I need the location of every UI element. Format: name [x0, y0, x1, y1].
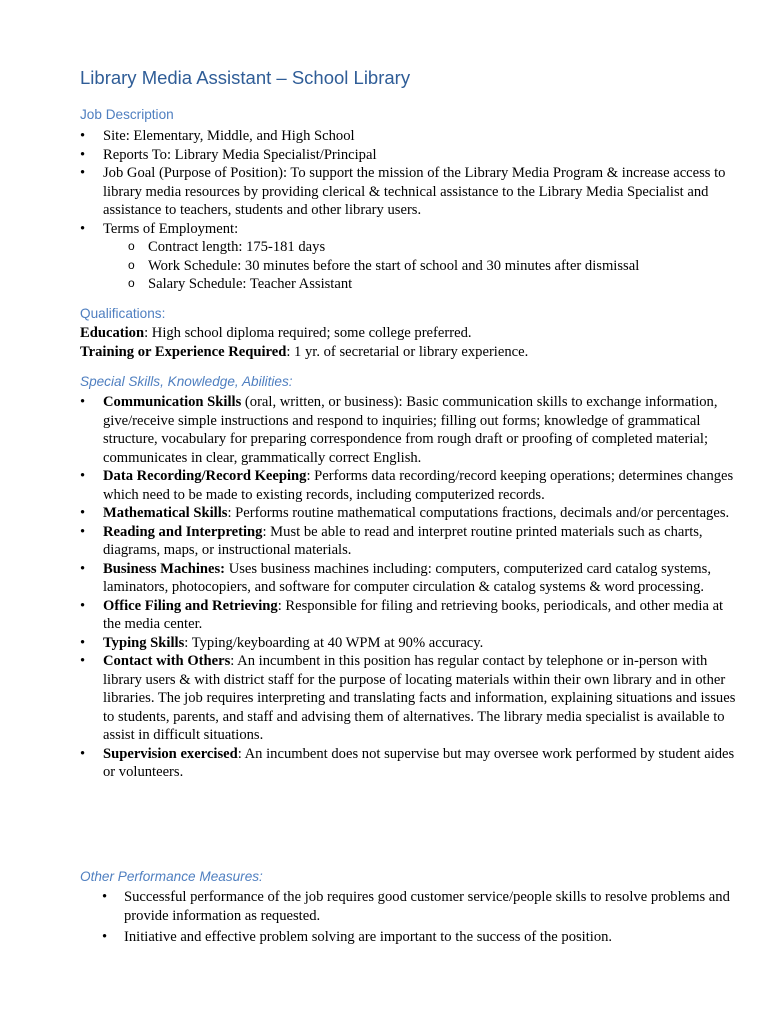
- education-label: Education: [80, 325, 145, 341]
- job-terms-label: Terms of Employment:: [103, 220, 239, 237]
- training-text: : 1 yr. of secretarial or library experience.: [286, 343, 529, 360]
- job-description-heading: Job Description: [80, 107, 174, 122]
- skill-item: [80, 652, 740, 745]
- skill-label: Typing Skills: [103, 634, 185, 651]
- contract-length: o Contract length: 175-181 days: [128, 238, 740, 257]
- skill-item: [80, 523, 740, 560]
- skill-label: Supervision exercised: [103, 745, 238, 762]
- performance-item: • Initiative and effective problem solving are important to the success of the position.: [102, 928, 742, 947]
- skill-item: [80, 745, 740, 782]
- skill-item: [80, 504, 740, 523]
- job-reports-to: • Reports To: Library Media Specialist/Principal: [80, 146, 740, 165]
- skill-label: Contact with Others: [103, 653, 231, 669]
- special-skills-heading: Special Skills, Knowledge, Abilities:: [80, 374, 293, 389]
- education-line: [80, 324, 740, 343]
- skill-label: Mathematical Skills: [103, 505, 228, 521]
- skill-item: [80, 597, 740, 634]
- skill-text: : Typing/keyboarding at 40 WPM at 90% accuracy.: [184, 634, 484, 651]
- performance-item: • Successful performance of the job requires good customer service/people skills to resolve problems and provide information as requested.: [102, 888, 742, 925]
- skill-item: [80, 634, 740, 653]
- skill-text: : Must be able to read and interpret routine printed materials such as charts, diagrams, maps, or instructional materials.: [103, 523, 703, 558]
- document-title: Library Media Assistant – School Library: [80, 67, 411, 88]
- skill-item: [80, 560, 740, 597]
- qualifications-heading: Qualifications:: [80, 306, 166, 321]
- skill-label: Office Filing and Retrieving: [103, 597, 278, 614]
- skill-text: : Performs routine mathematical computations fractions, decimals and/or percentages.: [227, 505, 730, 521]
- salary-schedule: o Salary Schedule: Teacher Assistant: [128, 275, 740, 294]
- work-schedule: o Work Schedule: 30 minutes before the start of school and 30 minutes after dismissal: [128, 257, 740, 276]
- skill-text: Uses business machines including: computers, computerized card catalog systems, laminators, photocopiers, and software for computer circulation & catalog systems & word processing.: [103, 560, 711, 595]
- skill-text: : An incumbent does not supervise but may oversee work performed by student aides or volunteers.: [103, 745, 735, 780]
- skill-text: : An incumbent in this position has regular contact by telephone or in-person with library users & with district staff for the purpose of locating materials within their own library and in other libraries. The job requires interpreting and translating facts and information, explaining situations and issues to students, parents, and staff and advising them of alternatives. The library media specialist is available to assist in difficult situations.: [103, 653, 736, 743]
- skill-label: Business Machines:: [103, 560, 226, 577]
- other-performance-heading: Other Performance Measures:: [80, 869, 263, 884]
- training-line: [80, 343, 740, 362]
- terms-sublist: [103, 238, 740, 294]
- qualifications-block: [80, 324, 740, 361]
- special-skills-list: [80, 393, 740, 782]
- education-text: : High school diploma required; some college preferred.: [144, 325, 472, 341]
- skill-label: Reading and Interpreting: [103, 523, 263, 540]
- job-goal: • Job Goal (Purpose of Position): To support the mission of the Library Media Program & increase access to library media resources by providing clerical & technical assistance to the Library Media Specialist and assistance to teachers, students and other library users.: [80, 164, 740, 220]
- job-site: • Site: Elementary, Middle, and High School: [80, 127, 740, 146]
- other-performance-list: [102, 888, 742, 947]
- skill-text: : Performs data recording/record keeping operations; determines changes which need to be made to existing records, including computerized records.: [103, 468, 734, 503]
- skill-item: [80, 467, 740, 504]
- skill-text: (oral, written, or business): Basic communication skills to exchange information, give/receive simple instructions and respond to inquiries; filling out forms; knowledge of grammatical structure, vocabulary for preparing correspondence from rough draft or proofing of completed material; communicates in clear, grammatically correct English.: [103, 394, 718, 466]
- skill-label: Data Recording/Record Keeping: [103, 468, 307, 484]
- skill-item: [80, 393, 740, 467]
- skill-label: Communication Skills: [103, 394, 242, 410]
- skill-text: : Responsible for filing and retrieving books, periodicals, and other media at the media center.: [103, 597, 724, 632]
- job-terms: [80, 220, 740, 294]
- job-description-list: [80, 127, 740, 294]
- training-label: Training or Experience Required: [80, 343, 287, 360]
